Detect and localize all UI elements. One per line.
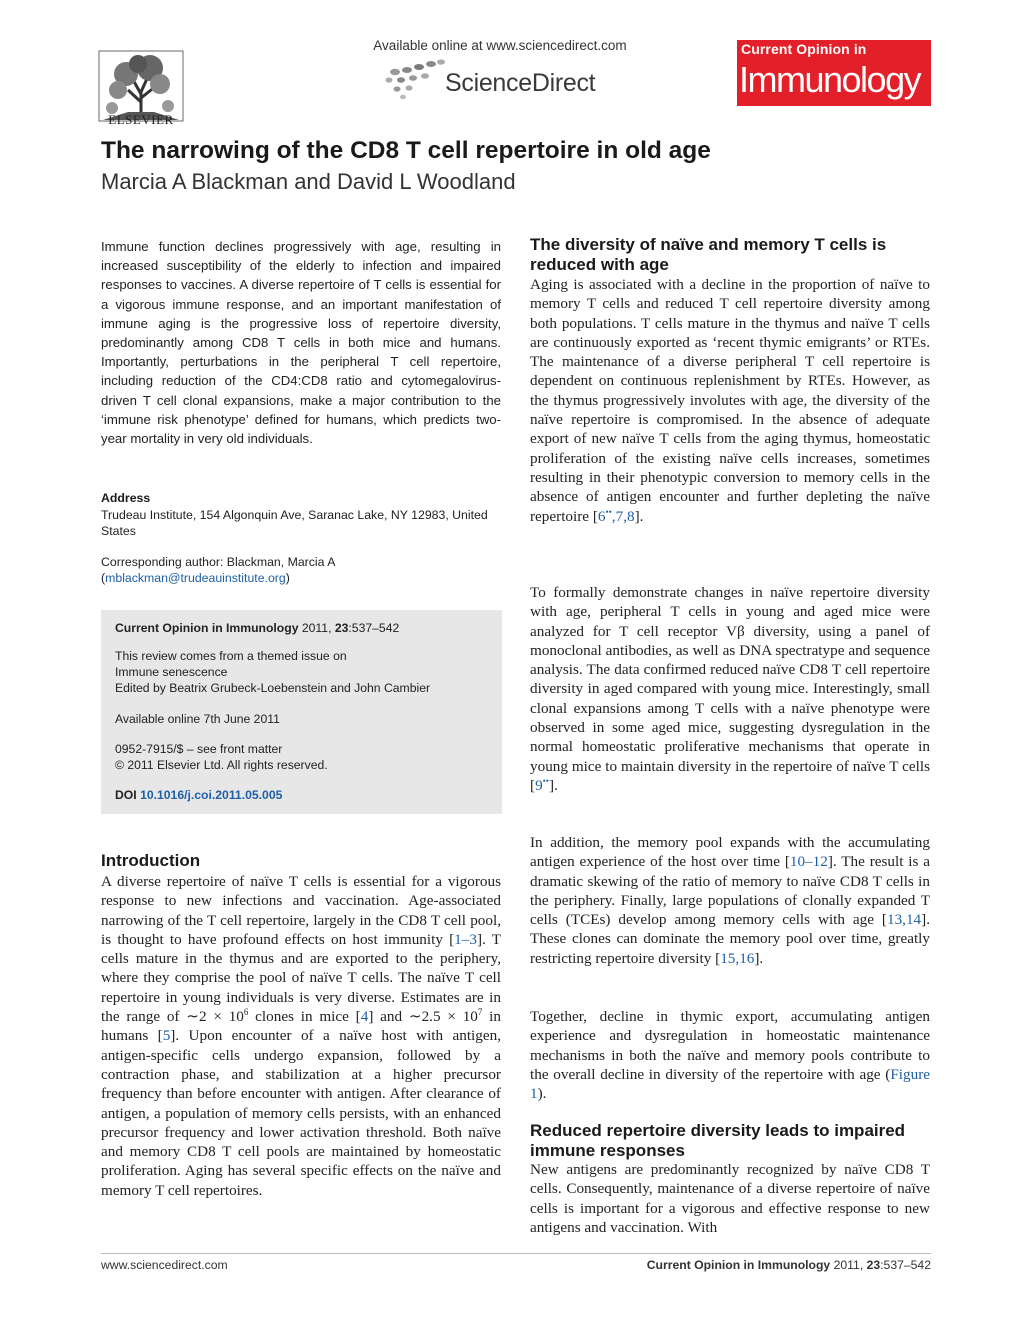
issn-line: 0952-7915/$ – see front matter [115,742,283,756]
article-authors: Marcia A Blackman and David L Woodland [101,169,516,194]
ref-number: ,7,8 [611,507,635,525]
ref-link[interactable]: 15,16 [720,949,755,967]
address-text: Trudeau Institute, 154 Algonquin Ave, Saranac Lake, NY 12983, United States [101,508,488,538]
text-run: ]. [634,507,644,525]
publisher-name: ELSEVIER [108,112,174,127]
corresponding-label: Corresponding author: Blackman, Marcia A [101,555,336,569]
text-run: ]. These clones can dominate the memory pool over time, greatly restricting repertoire diversity [ [530,911,930,967]
text-run: ]. T cells mature in the thymus and are exported to the periphery, where they comprise the pool of naïve T cells. The naïve T cell repertoire in young individuals is very diverse. Estimates are in the range of ∼2 × 10 [101,930,501,1026]
exponent: 7 [477,1007,483,1018]
footer-citation [531,1258,931,1272]
ref-link[interactable]: 5 [162,1027,171,1045]
introduction-paragraph [101,872,501,1200]
citation-pages: :537–542 [348,621,400,635]
text-run: clones in mice [ [248,1008,361,1026]
ref-link[interactable] [598,508,635,525]
text-run: ] and ∼2.5 × 10 [368,1008,478,1026]
footer-journal: Current Opinion in Immunology [646,1258,831,1272]
figure-link[interactable]: Figure 1 [530,1065,930,1103]
article-info-box [101,610,502,814]
ref-number: 6 [597,507,606,525]
ref-importance-mark: •• [605,506,612,517]
section-heading-reduced-diversity: Reduced repertoire diversity leads to impaired immune responses [530,1121,906,1160]
section-heading-introduction: Introduction [101,851,201,870]
citation-line [115,620,487,636]
journal-logo-line2: Immunology [739,59,921,100]
journal-logo-line1: Current Opinion in [741,41,867,57]
author-email-link[interactable]: mblackman@trudeauinstitute.org [105,571,286,585]
citation-year: 2011, [301,621,332,635]
theme-line2: Immune senescence [115,665,228,679]
available-online-text: Available online at www.sciencedirect.com [373,38,627,53]
citation-journal: Current Opinion in Immunology [115,621,299,635]
corresponding-author [101,554,501,586]
doi-line [115,787,487,803]
address-heading: Address [101,491,151,505]
text-run: In addition, the memory pool expands with the accumulating antigen experience of the host over time [ [530,834,930,871]
diversity-paragraph-1 [530,275,930,526]
paren-open: ( [101,571,106,585]
footer-pages: :537–542 [880,1258,931,1272]
sciencedirect-wordmark: ScienceDirect [445,69,596,97]
text-run: A diverse repertoire of naïve T cells is essential for a vigorous response to new infections and vaccination. Age-associated narrowing of the T cell repertoire, largely in the CD8 T cell pool, is thought to have profound effects on host immunity [ [101,873,501,948]
ref-number: 9 [535,776,543,794]
ref-link[interactable]: 10–12 [789,853,828,871]
doi-label: DOI [115,788,137,802]
available-date: Available online 7th June 2011 [115,712,280,726]
section-heading-diversity: The diversity of naïve and memory T cells is reduced with age [530,235,887,274]
text-run: ]. [754,949,764,967]
paren-close: ) [285,571,290,585]
text-run: ]. Upon encounter of a naïve host with antigen, antigen-specific cells undergo expansion, followed by a contraction phase, and stabilization at a higher precursor frequency than before encounter with antigen. After clearance of antigen, a population of memory cells persists, with an enhanced precursor frequency and lower activation threshold. Both naïve and memory CD8 T cell pools are maintained by homeostatic proliferation. Aging has several specific effects on the naïve and memory T cell repertoires. [101,1027,501,1199]
diversity-paragraph-3 [530,833,930,968]
editors-line: Edited by Beatrix Grubeck-Loebenstein and John Cambier [115,681,431,695]
diversity-paragraph-4 [530,1007,930,1103]
text-run: Aging is associated with a decline in the proportion of naïve to memory T cells and reduced T cell repertoire diversity among both populations. T cells mature in the thymus and naïve T cells are continuously exported as ‘recent thymic emigrants’ or RTEs. The maintenance of a diverse peripheral T cell repertoire is dependent on continuous replenishment by RTEs. However, as the thymus progressively involutes with age, the diversity of the naïve repertoire is compromised. In the absence of adequate export of new naïve T cells from the aging thymus, homeostatic proliferation of the existing naïve cells increases, sometimes resulting in their phenotypic conversion to memory cells in the absence of antigen encounter and further depleting the naïve repertoire [ [530,276,930,525]
exponent: 6 [243,1007,249,1018]
text-run: New antigens are predominantly recognized by naïve CD8 T cells. Consequently, maintenance of a diverse repertoire of naïve cells is important for a vigorous and effective response to new antigens and vaccination. With [530,1161,930,1236]
ref-importance-mark: •• [542,775,549,786]
abstract: Immune function declines progressively with age, resulting in increased susceptibility of the elderly to infection and impaired responses to vaccines. A diverse repertoire of T cells is essential for a vigorous immune response, and an important manifestation of immune aging is the progressive loss of repertoire diversity, predominantly among CD8 T cells in both mice and humans. Importantly, perturbations in the peripheral T cell repertoire, including reduction of the CD4:CD8 ratio and cytomegalovirus-driven T cell clonal expansions, make a major contribution to the ‘immune risk phenotype’ defined for humans, which predicts two-year mortality in very old individuals. [101,239,501,447]
article-title: The narrowing of the CD8 T cell repertoire in old age [101,137,711,164]
text-run: ]. [548,776,558,794]
theme-line1: This review comes from a themed issue on [115,649,347,663]
footer-volume: 23 [866,1258,881,1272]
sciencedirect-dots-icon [385,58,447,100]
footer-year: 2011, [833,1258,864,1272]
ref-link[interactable] [535,777,549,794]
journal-logo [737,40,931,106]
footer-url[interactable]: www.sciencedirect.com [101,1258,228,1272]
copyright-line: © 2011 Elsevier Ltd. All rights reserved. [115,758,328,772]
text-run: in humans [ [101,1008,501,1045]
text-run: ]. The result is a dramatic skewing of the ratio of memory to naïve CD8 T cells in the periphery. Finally, large populations of clonally expanded T cells (TCEs) develop among memory cells with age [ [530,853,930,929]
diversity-paragraph-2 [530,583,930,795]
text-run: Together, decline in thymic export, accumulating antigen experience and dysregulation in homeostatic maintenance mechanisms in both the naïve and memory pools contribute to the overall decline in diversity of the repertoire with age ( [530,1008,930,1083]
ref-link[interactable]: 1–3 [454,930,477,948]
ref-link[interactable]: 4 [360,1008,369,1026]
doi-link[interactable]: 10.1016/j.coi.2011.05.005 [140,788,283,802]
footer-divider [101,1253,931,1254]
reduced-diversity-paragraph [530,1160,930,1237]
ref-link[interactable]: 13,14 [886,911,922,929]
citation-volume: 23 [334,621,349,635]
text-run: ). [537,1085,547,1103]
text-run: To formally demonstrate changes in naïve repertoire diversity with age, peripheral T cells in young and aged mice were analyzed for T cell receptor Vβ diversity, using a panel of monoclonal antibodies, as well as DNA spectratype and sequence analysis. The data confirmed reduced naïve CD8 T cell repertoire diversity in aged compared with young mice. Interestingly, small clonal expansions among T cells with a naïve phenotype were observed in some aged mice, suggesting dysregulation in the normal homeostatic proliferative mechanisms that operate in young mice to maintain diversity in the repertoire of naïve T cells [ [530,584,930,794]
